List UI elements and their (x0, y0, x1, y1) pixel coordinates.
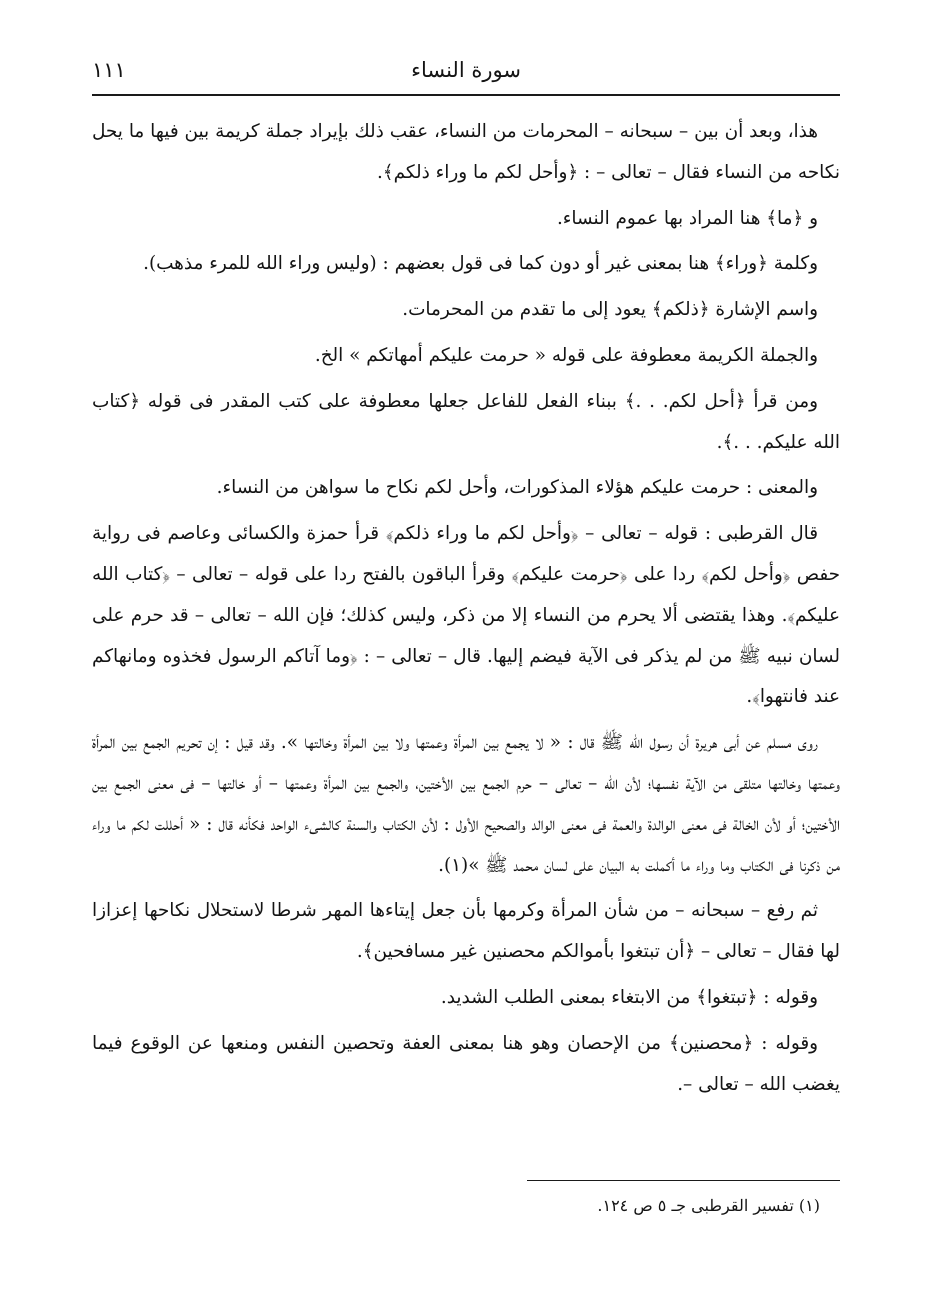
paragraph: والمعنى : حرمت عليكم هؤلاء المذكورات، وأحل لكم نكاح ما سواهن من النساء. (216, 477, 818, 499)
paragraph: قال القرطبى : قوله – تعالى – ﴿وأحل لكم ما وراء ذلكم﴾ قرأ حمزة والكسائى وعاصم فى رواية حفص ﴿وأحل لكم﴾ ردا على ﴿حرمت عليكم﴾ وقرأ الباقون بالفتح ردا على قوله – تعالى – ﴿كتاب الله عليكم﴾. وهذا يقتضى ألا يحرم من النساء إلا من ذكر، وليس كذلك؛ فإن الله – تعالى – قد حرم على لسان نبيه ﷺ من لم يذكر فى الآية فيضم إليها. قال – تعالى – : ﴿وما آتاكم الرسول فخذوه ومانهاكم عند فانتهوا﴾. (92, 523, 840, 708)
paragraph: والجملة الكريمة معطوفة على قوله « حرمت عليكم أمهاتكم » الخ. (314, 344, 818, 366)
page-header (92, 56, 840, 92)
paragraph: و ﴿ما﴾ هنا المراد بها عموم النساء. (556, 207, 818, 229)
paragraph: واسم الإشارة ﴿ذلكم﴾ يعود إلى ما تقدم من المحرمات. (402, 299, 818, 321)
paragraph: هذا، وبعد أن بين – سبحانه – المحرمات من النساء، عقب ذلك بإيراد جملة كريمة بين فيها ما يحل نكاحه من النساء فقال – تعالى – : ﴿وأحل لكم ما وراء ذلكم﴾. (92, 121, 840, 183)
footnote: (١) تفسير القرطبى جـ ٥ ص ١٢٤. (597, 1196, 820, 1215)
paragraph: روى مسلم عن أبى هريرة أن رسول الله ﷺ قال : « لا يجمع بين المرأة وعمتها ولا بين المرأة وخالتها ». وقد قيل : إن تحريم الجمع بين المرأة وعمتها وخالتها متلقى من الآية نفسها؛ لأن الله – تعالى – حرم الجمع بين الأختين، والجمع بين المرأة وعمتها – أو خالتها – فى معنى الجمع بين الأختين؛ أو لأن الخالة فى معنى الوالدة والعمة فى معنى الوالد والصحيح الأول : لأن الكتاب والسنة كالشىء الواحد فكأنه قال : « أحللت لكم ما وراء من ذكرنا فى الكتاب وما وراء ما أكملت به البيان على لسان محمد ﷺ »(١). (92, 732, 840, 876)
paragraph: ثم رفع – سبحانه – من شأن المرأة وكرمها بأن جعل إيتاءها المهر شرطا لاستحلال نكاحها إعزازا لها فقال – تعالى – ﴿أن تبتغوا بأموالكم محصنين غير مسافحين﴾. (92, 900, 840, 963)
paragraph: وقوله : ﴿تبتغوا﴾ من الابتغاء بمعنى الطلب الشديد. (440, 986, 818, 1008)
paragraph: ومن قرأ ﴿أحل لكم. . .﴾ ببناء الفعل للفاعل جعلها معطوفة على كتب المقدر فى قوله ﴿كتاب الله عليكم. . .﴾. (92, 390, 840, 453)
surah-title: سورة النساء (411, 58, 521, 82)
paragraph: وقوله : ﴿محصنين﴾ من الإحصان وهو هنا بمعنى العفة وتحصين النفس ومنعها عن الوقوع فيما يغضب الله – تعالى –. (92, 1032, 840, 1095)
page-number: ١١١ (92, 58, 126, 82)
header-divider (92, 94, 840, 96)
page-body (92, 112, 840, 1110)
footnote-divider (527, 1180, 840, 1181)
paragraph: وكلمة ﴿وراء﴾ هنا بمعنى غير أو دون كما فى قول بعضهم : (وليس وراء الله للمرء مذهب). (143, 253, 818, 275)
